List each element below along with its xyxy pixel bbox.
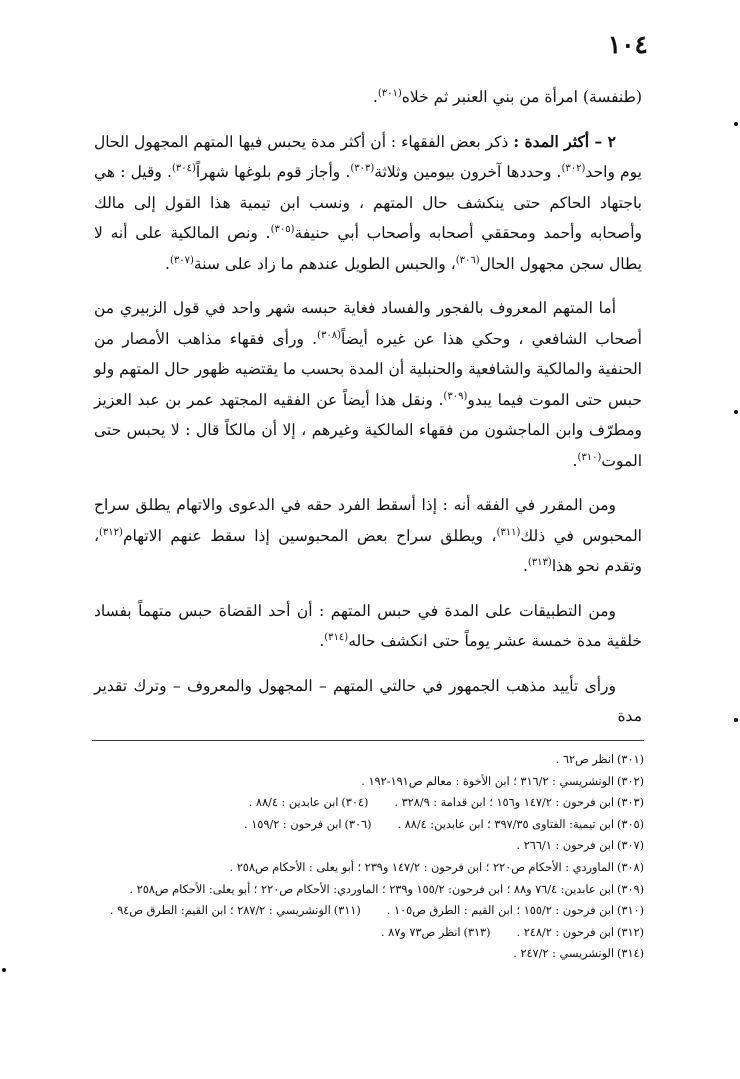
footnote: [513, 943, 644, 965]
footnote: [556, 749, 644, 771]
paragraph-text: . ونقل هذا أيضاً عن الفقيه المجتهد عمر بن عبد العزيز ومطرّف وابن الماجشون من فقهاء المالكية وغيرهم ، إلا أن مالكاً قال : لا يحبس حتى الموت: [94, 390, 642, 470]
paragraph-6: [94, 671, 642, 732]
footnote: [230, 857, 644, 879]
footnote-ref: (٣١٤): [324, 631, 349, 643]
footnote-row: [92, 922, 644, 944]
footnote-number: (٣٠٦): [344, 817, 372, 831]
section-heading: أكثر المدة :: [513, 131, 590, 151]
paragraph-text: ذكر بعض الفقهاء : أن أكثر مدة يحبس فيها المتهم المجهول الحال يوم واحد: [94, 132, 642, 181]
paragraph-4: [94, 490, 642, 582]
footnote-row: [92, 900, 644, 922]
footnote: [361, 771, 644, 793]
paragraph-text: . وقيل : هي باجتهاد الحاكم حتى ينكشف حال المتهم ، ونسب ابن تيمية هذا القول إلى مالك وأصحابه وأحمد ومحققي أصحابه وأصحاب أبي حنيفة: [94, 163, 643, 242]
footnote-number: (٣١٣): [463, 925, 491, 939]
spacer: [372, 814, 398, 836]
scan-mark: [734, 122, 738, 126]
footnote-ref: (٣٠٤): [171, 162, 196, 174]
paragraph-text: . ونص المالكية على أنه لا يطال سجن مجهول الحال: [94, 224, 642, 273]
paragraph-text: ومن التطبيقات على المدة في حبس المتهم : أن أحد القضاة حبس متهماً بفساد خلقية مدة خمسة عشر يوماً حتى انكشف حاله: [94, 601, 642, 650]
main-text: [94, 82, 642, 746]
footnote-ref: (٣٠٥): [270, 223, 295, 235]
paragraph-text: أما المتهم المعروف بالفجور والفساد فغاية حبسه شهر واحد في قول الزبيري من أصحاب الشافعي ، وحكي هذا عن غيره أيضاً: [94, 299, 642, 348]
footnote-text: انظر ص٦٢ .: [555, 753, 614, 766]
footnote-ref: (٣٠١): [377, 87, 402, 99]
footnote-text: ابن عابدين: ٧٦/٤ و٨٨ ؛ ابن فرحون: ١٥٥/٢ و٢٣٩ ؛ الماوردي: الأحكام ص٢٢٠ ؛ أبو يعلى: الأحكام ص٢٥٨ .: [129, 882, 614, 896]
punctuation: .: [319, 632, 325, 650]
footnote-number: (٣٠٩): [616, 882, 644, 896]
footnote-text: ابن فرحون : ٢٦٦/١ .: [516, 839, 614, 853]
footnote: [394, 792, 644, 814]
footnote-number: (٣٠٤): [341, 796, 369, 810]
paragraph-3: [94, 293, 642, 476]
spacer: [491, 922, 517, 944]
footnote-row: [92, 749, 644, 771]
footnote-ref: (٣٠٨): [317, 329, 341, 341]
footnote-number: (٣١٢): [616, 925, 644, 939]
footnote: [517, 922, 644, 944]
punctuation: .: [165, 254, 170, 273]
footnote-row: [92, 814, 644, 836]
scan-mark: [734, 410, 738, 414]
footnote-row: [92, 792, 644, 814]
footnote-ref: (٣١٣): [527, 556, 552, 568]
paragraph-2: [94, 127, 642, 280]
spacer: [368, 792, 394, 814]
footnote-number: (٣١٤): [616, 947, 644, 961]
punctuation: .: [522, 557, 528, 575]
paragraph-text: ، ويطلق سراح بعض المحبوسين إذا سقط عنهم الاتهام: [122, 526, 497, 545]
punctuation: .: [372, 88, 378, 106]
footnote-number: (٣٠٧): [616, 839, 644, 853]
footnote-number: (٣٠١): [616, 753, 644, 766]
paragraph-text: ومن المقرر في الفقه أنه : إذا أسقط الفرد حقه في الدعوى والاتهام يطلق سراح المحبوس في ذلك: [94, 496, 642, 545]
footnotes: [92, 749, 644, 965]
footnote-row: [92, 771, 644, 793]
paragraph-text: (طنفسة) امرأة من بني العنبر ثم خلاه: [401, 88, 642, 106]
footnote-row: [92, 835, 644, 857]
footnote-text: ابن فرحون : ٢٤٨/٢ .: [516, 925, 614, 939]
footnote: [249, 792, 369, 814]
page-number: ١٠٤: [607, 30, 648, 59]
paragraph-text: . وحددها آخرون بيومين وثلاثة: [374, 163, 562, 181]
footnote-ref: (٣١٢): [99, 526, 123, 538]
footnote-text: ابن فرحون : ١٥٥/٢ ؛ ابن القيم : الطرق ص١٠٥ .: [386, 904, 614, 918]
footnote-number: (٣٠٢): [616, 774, 644, 788]
paragraph-text: . وأجاز قوم بلوغها شهراً: [195, 163, 351, 181]
paragraph-text: ، والحبس الطويل عندهم ما زاد على سنة: [193, 254, 456, 273]
footnote-ref: (٣١٠): [577, 451, 602, 463]
footnote-divider: [92, 740, 644, 741]
footnote-ref: (٣٠٣): [350, 162, 375, 174]
footnote-text: ابن عابدين : ٨٨/٤ .: [248, 796, 339, 810]
punctuation: .: [572, 451, 578, 470]
section-number: ٢ –: [589, 131, 616, 151]
spacer: [361, 900, 387, 922]
footnote-row: [92, 857, 644, 879]
footnote: [387, 900, 644, 922]
footnote: [398, 814, 644, 836]
footnote: [129, 879, 644, 901]
footnote-text: ابن فرحون : ١٤٧/٢ و١٥٦ ؛ ابن قدامة : ٣٢٨/٩ .: [394, 796, 614, 810]
paragraph-1: [94, 82, 642, 113]
footnote-number: (٣١١): [333, 904, 361, 918]
footnote-text: الونشريسي : ٣١٦/٢ ؛ ابن الأخوة : معالم ص١٩١-١٩٢ .: [361, 774, 614, 788]
footnote: [517, 835, 644, 857]
paragraph-5: [94, 596, 642, 657]
footnote-text: الونشريسي : ٢٨٧/٢ ؛ ابن القيم: الطرق ص٩٤ .: [109, 904, 331, 918]
paragraph-text: ، وتقدم نحو هذا: [94, 526, 642, 575]
footnote-text: الماوردي : الأحكام ص٢٢٠ ؛ ابن فرحون : ١٤٧/٢ و٢٣٩ ؛ أبو يعلى : الأحكام ص٢٥٨ .: [229, 860, 614, 874]
footnote-ref: (٣٠٧): [169, 254, 194, 266]
footnote-ref: (٣١١): [496, 526, 521, 538]
footnote-number: (٣١٠): [616, 904, 644, 918]
footnote-text: ابن فرحون : ١٥٩/٢ .: [244, 817, 342, 831]
scan-mark: [2, 968, 6, 972]
footnote: [110, 900, 361, 922]
paragraph-text: . ورأى فقهاء مذاهب الأمصار من الحنفية والمالكية والشافعية والحنبلية أن المدة بحسب ما يقتضيه ظهور حال المتهم ولو حبس حتى الموت فيما يبدو: [94, 329, 642, 409]
footnote-number: (٣٠٨): [616, 860, 644, 874]
footnote-number: (٣٠٣): [616, 796, 644, 810]
footnote-ref: (٣٠٩): [443, 390, 468, 402]
footnote-ref: (٣٠٢): [561, 162, 586, 174]
paragraph-text: ورأى تأييد مذهب الجمهور في حالتي المتهم – المجهول والمعروف – وترك تقدير مدة: [94, 676, 642, 725]
scan-mark: [734, 718, 738, 722]
footnote-text: ابن تيمية: الفتاوى ٣٩٧/٣٥ ؛ ابن عابدين: ٨٨/٤ .: [397, 817, 614, 831]
footnote: [244, 814, 371, 836]
footnote: [381, 922, 491, 944]
footnote-row: [92, 943, 644, 965]
footnote-text: الونشريسي : ٢٤٧/٢ .: [513, 947, 614, 961]
footnote-number: (٣٠٥): [616, 817, 644, 831]
footnote-ref: (٣٠٦): [455, 254, 480, 266]
footnote-row: [92, 879, 644, 901]
footnote-text: انظر ص٧٣ و٨٧ .: [380, 925, 461, 939]
